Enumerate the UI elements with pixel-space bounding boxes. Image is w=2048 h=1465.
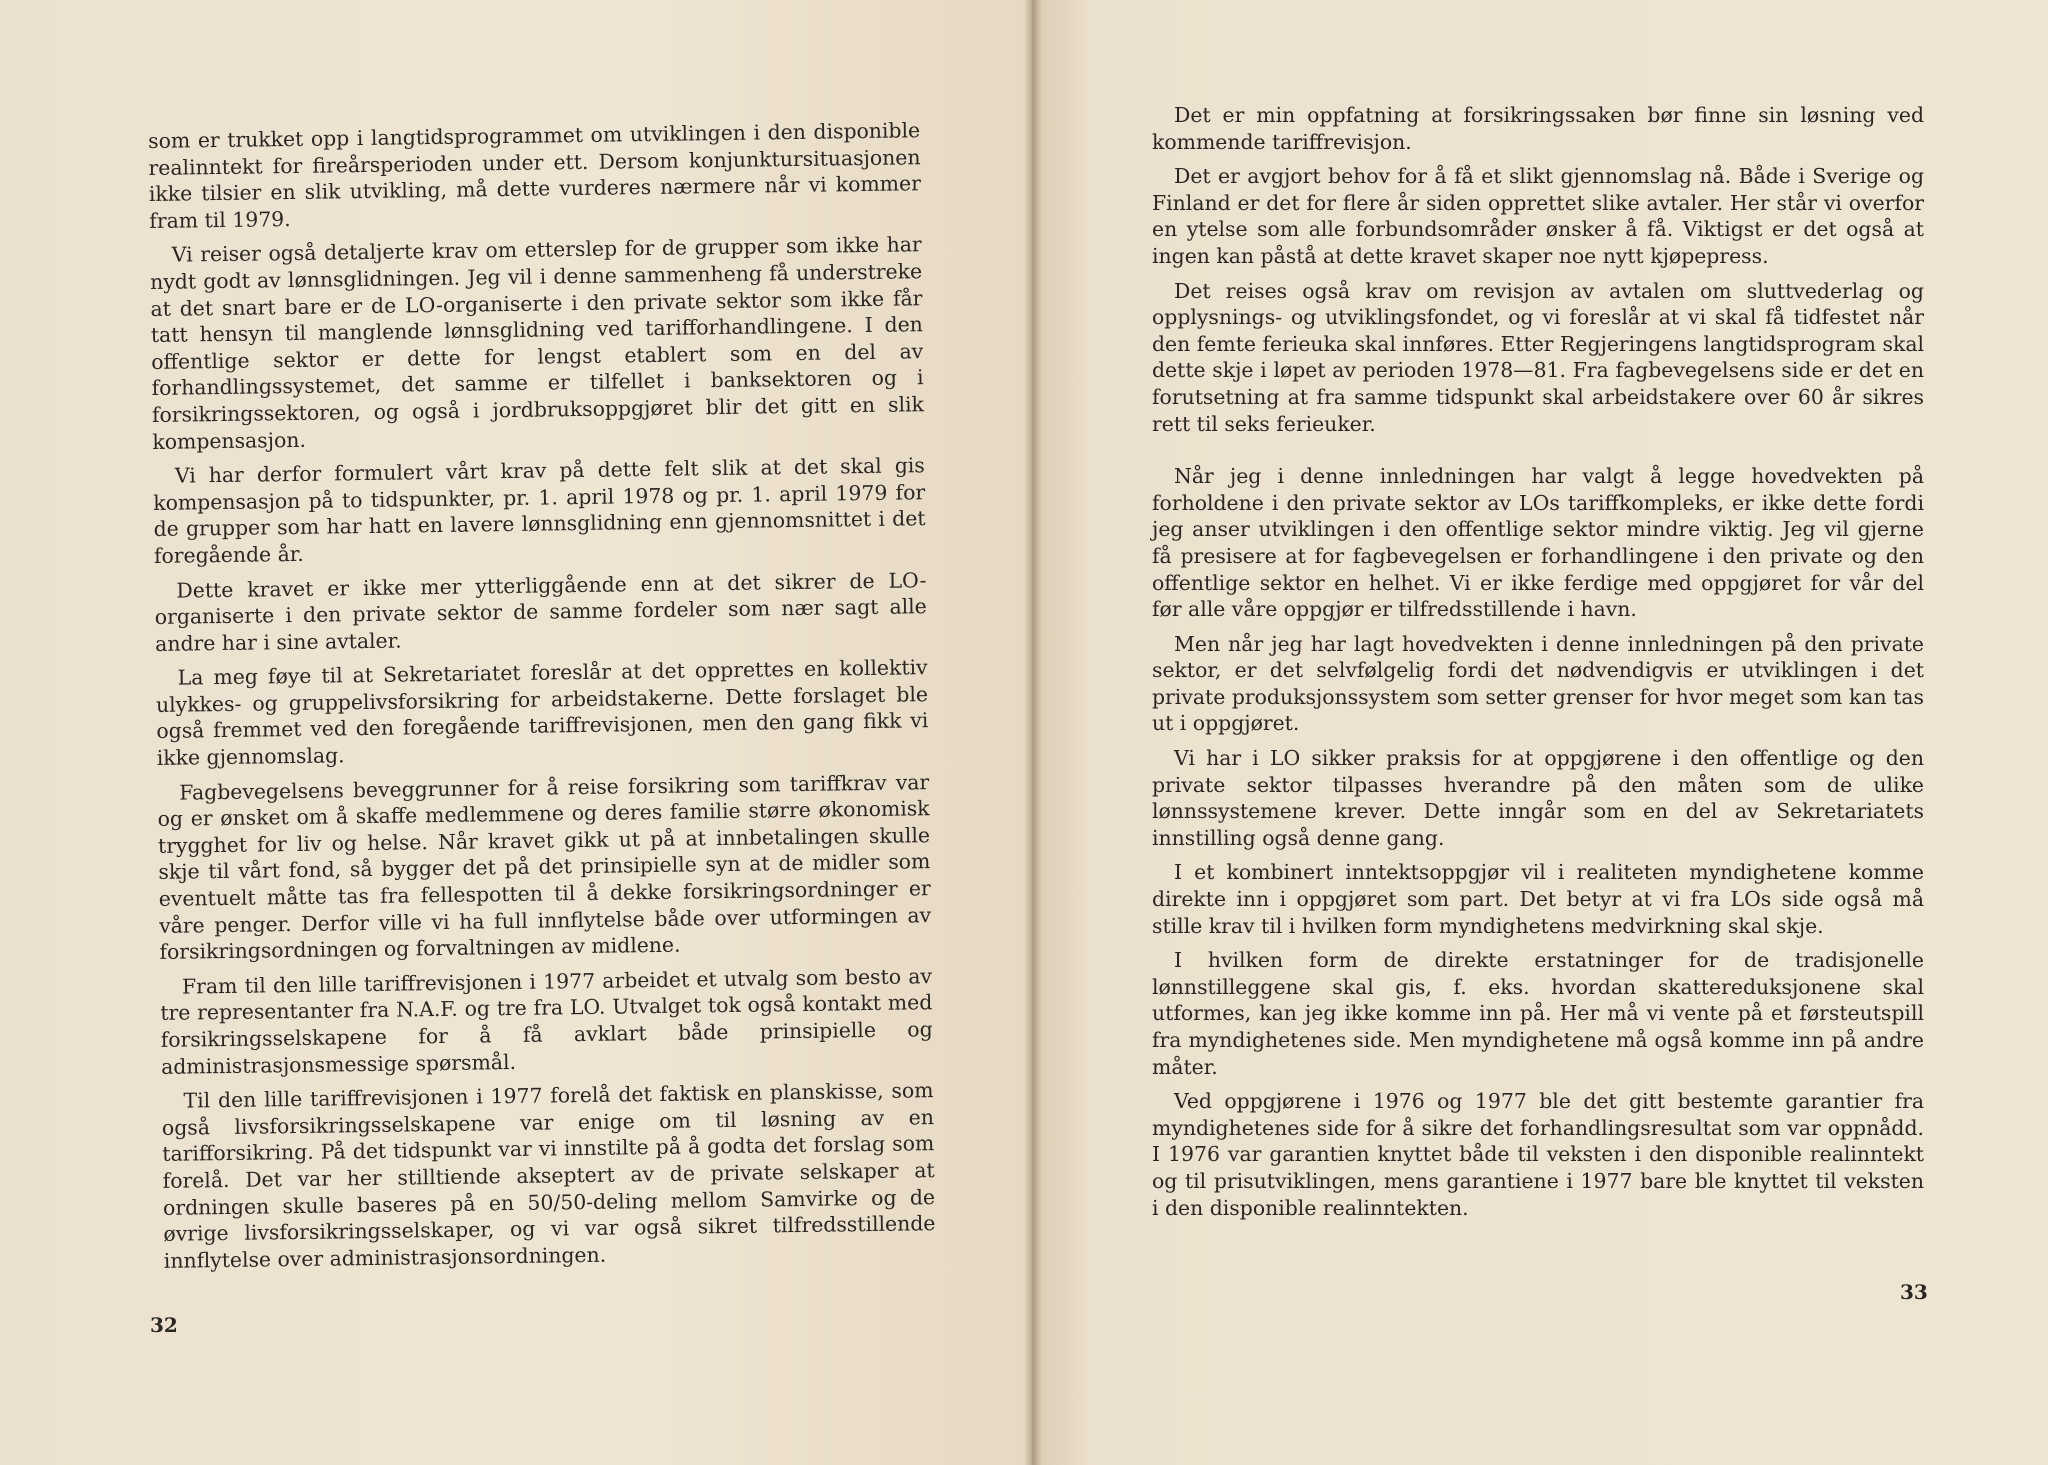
right-paragraph-5: Men når jeg har lagt hovedvekten i denne innledningen på den private sektor, er det selvfølgelig fordi det nødvendigvis er utviklingen i det private produksjonssystem som setter grenser for hvor meget som kan tas ut i oppgjøret. [1152,631,1924,736]
right-page [1032,0,2048,1465]
left-paragraph-1: som er trukket opp i langtidsprogrammet om utviklingen i den disponible realinntekt for fireårsperioden under ett. Dersom konjunktursituasjonen ikke tilsier en slik utvikling, må dette vurderes nærmere når vi kommer fram til 1979. [148,118,922,233]
left-paragraph-4: Dette kravet er ikke mer ytterliggående enn at det sikrer de LO-organiserte i den private sektor de samme fordeler som nær sagt alle andre har i sine avtaler. [154,567,927,656]
left-paragraph-3: Vi har derfor formulert vårt krav på dette felt slik at det skal gis kompensasjon på to tidspunkter, pr. 1. april 1978 og pr. 1. april 1979 for de grupper som har hatt en lavere lønnsglidning enn gjennomsnittet i det foregående år. [153,453,926,568]
book-gutter [1024,0,1042,1465]
left-paragraph-7: Fram til den lille tariffrevisjonen i 1977 arbeidet et utvalg som besto av tre representanter fra N.A.F. og tre fra LO. Utvalget tok også kontakt med forsikringsselskapene for å få avklart både prinsipielle og administrasjonsmessige spørsmål. [160,963,933,1079]
right-paragraph-8: I hvilken form de direkte erstatninger for de tradisjonelle lønnstilleggene skal gis, f. eks. hvordan skattereduksjonene skal utformes, kan jeg ikke komme inn på. Her må vi vente på et førsteutspill fra myndighetenes side. Men myndighetene må også komme inn på andre måter. [1152,948,1924,1079]
right-paragraph-4: Når jeg i denne innledningen har valgt å legge hovedvekten på forholdene i den private sektor av LOs tariffkompleks, er ikke dette fordi jeg anser utviklingen i den offentlige sektor mindre viktig. Jeg vil gjerne få presisere at for fagbevegelsen er forhandlingene i den private og den offentlige sektor en helhet. Vi er ikke ferdige med oppgjøret for vår del før alle våre oppgjør er tilfredsstillende i havn. [1152,464,1924,622]
right-paragraph-3: Det reises også krav om revisjon av avtalen om sluttvederlag og opplysnings- og utviklingsfondet, og vi foreslår at vi skal få tidfestet når den femte ferieuka skal innføres. Etter Regjeringens langtidsprogram skal dette skje i løpet av perioden 1978—81. Fra fagbevegelsens side er det en forutsetning at fra samme tidspunkt skal arbeidstakere over 60 år sikres rett til seks ferieuker. [1152,278,1924,436]
section-gap [1152,445,1924,463]
page-number-left: 32 [150,1313,178,1337]
right-paragraph-2: Det er avgjort behov for å få et slikt gjennomslag nå. Både i Sverige og Finland er det for flere år siden opprettet slike avtaler. Her står vi overfor en ytelse som alle forbundsområder ønsker å få. Viktigst er det også at ingen kan påstå at dette kravet skaper noe nytt kjøpepress. [1152,164,1924,268]
left-paragraph-6: Fagbevegelsens beveggrunner for å reise forsikring som tariffkrav var og er ønsket om å skaffe medlemmene og deres familie større økonomisk trygghet for liv og helse. Når kravet gikk ut på at innbetalingen skulle skje til vårt fond, så bygger det på det prinsipielle syn at de midler som eventuelt måtte tas fra fellespotten til å dekke forsikringsordninger er våre penger. Derfor ville vi ha full innflytelse både over utformingen av forsikringsordningen og forvaltningen av midlene. [157,769,932,965]
left-paragraph-5: La meg føye til at Sekretariatet foreslår at det opprettes en kollektiv ulykkes- og gruppelivsforsikring for arbeidstakerne. Dette forslaget ble også fremmet ved den foregående tariffrevisjonen, men den gang fikk vi ikke gjennomslag. [155,655,929,770]
right-page-text [1152,102,1924,1229]
left-paragraph-8: Til den lille tariffrevisjonen i 1977 forelå det faktisk en planskisse, som også livsforsikringsselskapene var enige om til løsning av en tarifforsikring. På det tidspunkt var vi innstilte på å godta det forslag som forelå. Det var her stilltiende akseptert av de private selskaper at ordningen skulle baseres på en 50/50-deling mellom Samvirke og de øvrige livsforsikringsselskaper, og vi var også sikret tilfredsstillende innflytelse over administrasjonsordningen. [161,1078,936,1273]
right-paragraph-6: Vi har i LO sikker praksis for at oppgjørene i den offentlige og den private sektor tilpasses hverandre på den måten som de ulike lønnssystemene krever. Dette inngår som en del av Sekretariatets innstilling også denne gang. [1152,746,1924,850]
right-paragraph-7: I et kombinert inntektsoppgjør vil i realiteten myndighetene komme direkte inn i oppgjøret som part. Det betyr at vi fra LOs side også må stille krav til i hvilken form myndighetens medvirkning skal skje. [1152,860,1924,938]
left-page-text [148,117,936,1282]
left-paragraph-2: Vi reiser også detaljerte krav om etterslep for de grupper som ikke har nydt godt av lønnsglidningen. Jeg vil i denne sammenheng få understreke at det snart bare er de LO-organiserte i den private sektor som ikke får tatt hensyn til manglende lønnsglidning ved tarifforhandlingene. I den offentlige sektor er dette for lengst etablert som en del av forhandlingssystemet, det samme er tilfellet i banksektoren og i forsikringssektoren, og også i jordbruksoppgjøret blir det gitt en slik kompensasjon. [149,232,925,454]
right-paragraph-1: Det er min oppfatning at forsikringssaken bør finne sin løsning ved kommende tariffrevisjon. [1152,103,1924,154]
page-number-right: 33 [1900,1280,1928,1304]
right-paragraph-9: Ved oppgjørene i 1976 og 1977 ble det gitt bestemte garantier fra myndighetenes side for å sikre det forhandlingsresultat som var oppnådd. I 1976 var garantien knyttet både til veksten i den disponible realinntekt og til prisutviklingen, mens garantiene i 1977 bare ble knyttet til veksten i den disponible realinntekten. [1152,1089,1924,1220]
